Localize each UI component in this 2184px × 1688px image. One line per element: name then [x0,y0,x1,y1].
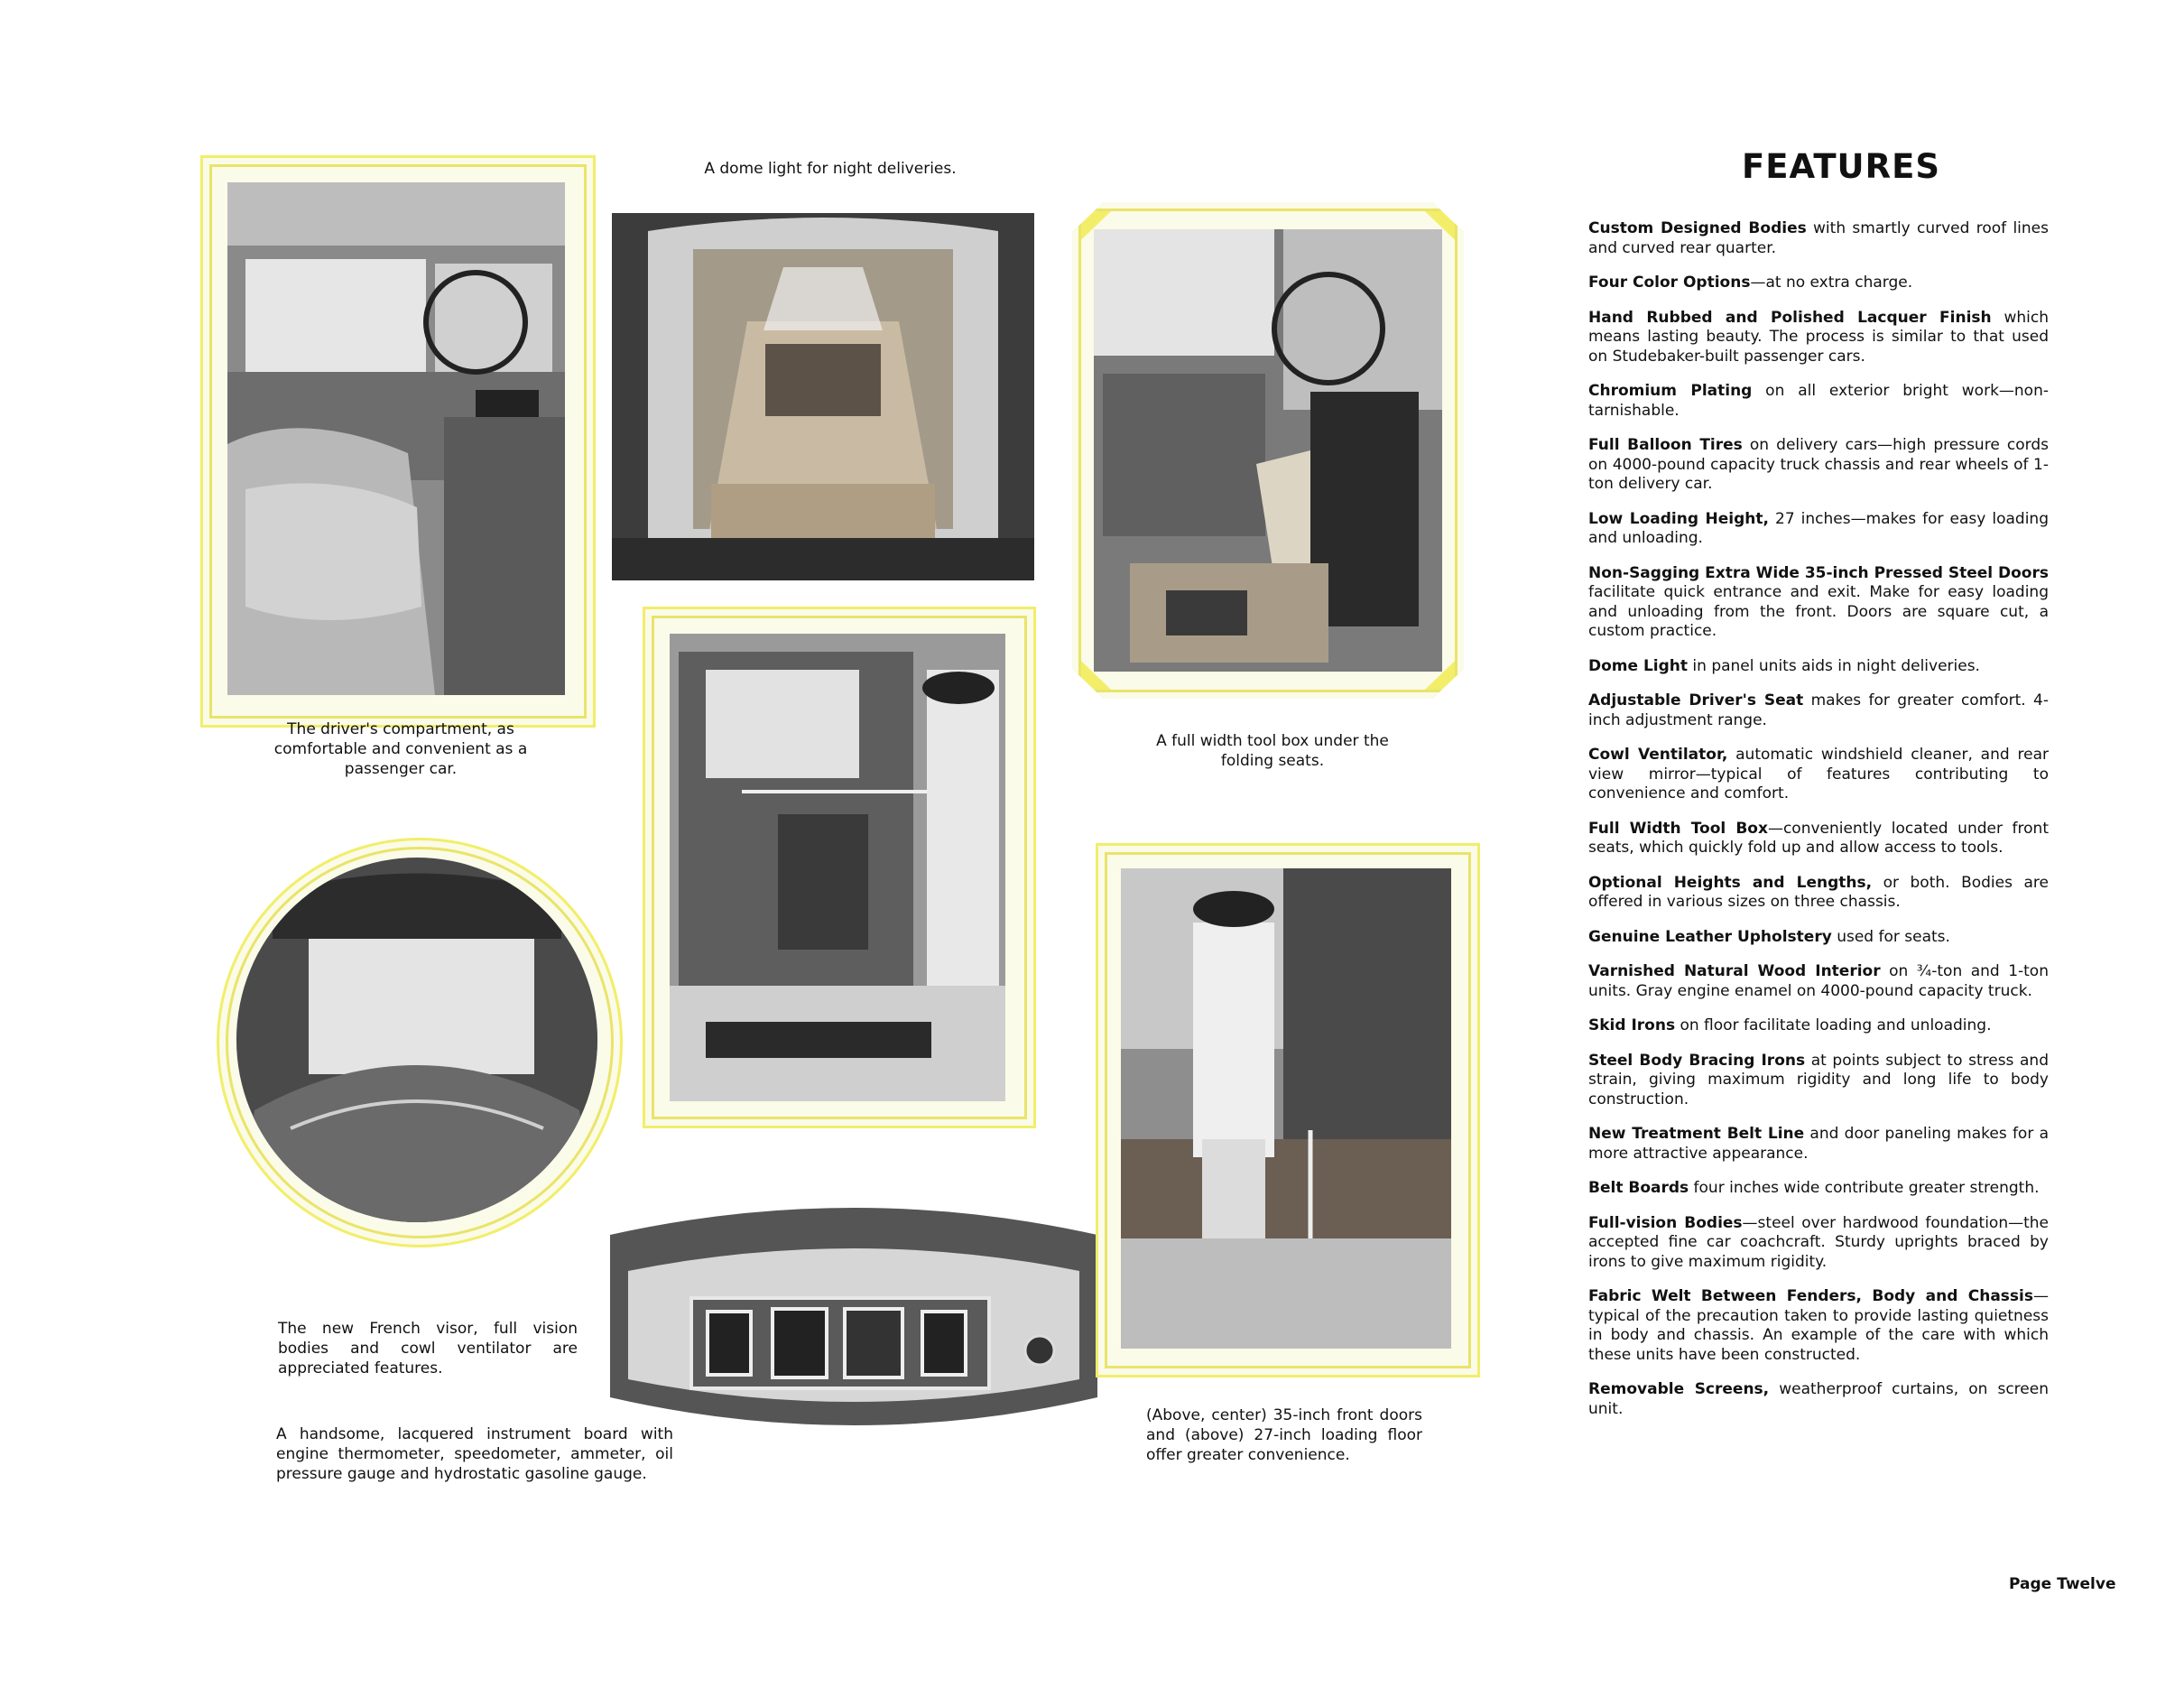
feature-text: and door paneling makes for a more attractive appearance. [1588,1125,2049,1163]
feature-item [1588,1179,2049,1199]
feature-text: makes for greater comfort. 4-inch adjustment range. [1588,691,2049,729]
feature-item [1588,1214,2049,1273]
feature-text: —typical of the precaution taken to provide lasting quietness in body and chassis. An example of the care with which these units have been constructed. [1588,1287,2049,1364]
feature-text: facilitate quick entrance and exit. Make for easy loading and unloading from the front. Doors are square cut, a custom practice. [1588,583,2049,640]
features-list [1588,219,2049,1434]
feature-heading: Cowl Ventilator, [1588,746,1728,764]
feature-text: with smartly curved roof lines and curved rear quarter. [1588,219,2049,257]
feature-text: used for seats. [1831,927,1950,946]
feature-item [1588,564,2049,642]
features-title: FEATURES [1742,147,1941,186]
feature-item [1588,962,2049,1001]
feature-item [1588,928,2049,948]
feature-heading: Non-Sagging Extra Wide 35-inch Pressed Steel Doors [1588,563,2049,582]
feature-item [1588,820,2049,858]
caption-drivers-compartment: The driver's compartment, as comfortable and convenient as a passenger car. [273,720,528,778]
feature-text: automatic windshield cleaner, and rear view mirror—typical of features contributing to convenience and comfort. [1588,746,2049,802]
feature-heading: Steel Body Bracing Irons [1588,1051,1806,1070]
feature-text: 27 inches—makes for easy loading and unloading. [1588,509,2049,547]
feature-text: four inches wide contribute greater strength. [1689,1179,2040,1197]
feature-heading: Skid Irons [1588,1016,1676,1034]
photo-drivers-compartment [227,182,565,695]
feature-heading: Full Balloon Tires [1588,436,1743,454]
feature-item [1588,1052,2049,1110]
feature-heading: Full Width Tool Box [1588,819,1768,838]
feature-heading: Removable Screens, [1588,1380,1770,1398]
photo-french-visor [236,858,597,1222]
feature-text: on ¾-ton and 1-ton units. Gray engine enamel on 4000-pound capacity truck. [1588,962,2049,1000]
feature-text: on floor facilitate loading and unloading. [1675,1016,1992,1034]
feature-item [1588,274,2049,293]
feature-heading: Adjustable Driver's Seat [1588,691,1804,710]
feature-text: —conveniently located under front seats, which quickly fold up and allow access to tools. [1588,819,2049,857]
feature-text: —at no extra charge. [1750,274,1913,292]
feature-heading: Custom Designed Bodies [1588,219,1807,237]
feature-item [1588,510,2049,549]
caption-dome-light: A dome light for night deliveries. [704,160,957,178]
feature-item [1588,746,2049,804]
feature-heading: Hand Rubbed and Polished Lacquer Finish [1588,308,1992,327]
feature-text: in panel units aids in night deliveries. [1688,656,1980,675]
feature-heading: New Treatment Belt Line [1588,1125,1805,1143]
photo-door-measure [670,634,1005,1101]
feature-item [1588,436,2049,495]
feature-heading: Belt Boards [1588,1179,1689,1197]
feature-heading: Dome Light [1588,656,1689,675]
feature-item [1588,219,2049,258]
feature-text: —steel over hardwood foundation—the accepted fine car coachcraft. Sturdy uprights braced by irons to give maximum rigidity. [1588,1213,2049,1271]
caption-tool-box: A full width tool box under the folding seats. [1156,732,1389,770]
caption-instrument-board: A handsome, lacquered instrument board with engine thermometer, speedometer, ammeter, oil pressure gauge and hydrostatic gasoline gauge. [276,1425,673,1483]
caption-doors-floor: (Above, center) 35-inch front doors and (above) 27-inch loading floor offer greater convenience. [1146,1406,1422,1464]
feature-text: which means lasting beauty. The process is similar to that used on Studebaker-built passenger cars. [1588,308,2049,366]
feature-item [1588,309,2049,367]
feature-text: on all exterior bright work—non-tarnishable. [1588,382,2049,420]
caption-french-visor: The new French visor, full vision bodies and cowl ventilator are appreciated features. [278,1320,578,1377]
feature-item [1588,1380,2049,1419]
photo-tool-box [1094,229,1442,672]
feature-item [1588,1287,2049,1365]
feature-text: weatherproof curtains, on screen unit. [1588,1380,2049,1418]
feature-text: or both. Bodies are offered in various sizes on three chassis. [1588,873,2049,911]
photo-dome-light-van [612,213,1034,580]
page-number: Page Twelve [2009,1575,2116,1593]
feature-heading: Chromium Plating [1588,382,1753,400]
feature-text: at points subject to stress and strain, giving maximum rigidity and long life to body construction. [1588,1051,2050,1108]
feature-item [1588,874,2049,913]
feature-item [1588,657,2049,677]
feature-heading: Low Loading Height, [1588,509,1769,528]
photo-loading-floor [1121,868,1451,1349]
feature-heading: Optional Heights and Lengths, [1588,873,1873,892]
feature-heading: Full-vision Bodies [1588,1213,1743,1232]
feature-item [1588,1016,2049,1036]
feature-item [1588,382,2049,421]
photo-instrument-board [610,1181,1097,1453]
feature-heading: Varnished Natural Wood Interior [1588,962,1881,980]
feature-heading: Fabric Welt Between Fenders, Body and Chassis [1588,1287,2033,1305]
feature-heading: Genuine Leather Upholstery [1588,927,1832,946]
feature-text: on delivery cars—high pressure cords on 4000-pound capacity truck chassis and rear wheels of 1-ton delivery car. [1588,436,2049,493]
feature-item [1588,1125,2049,1164]
feature-item [1588,691,2049,730]
feature-heading: Four Color Options [1588,274,1751,292]
